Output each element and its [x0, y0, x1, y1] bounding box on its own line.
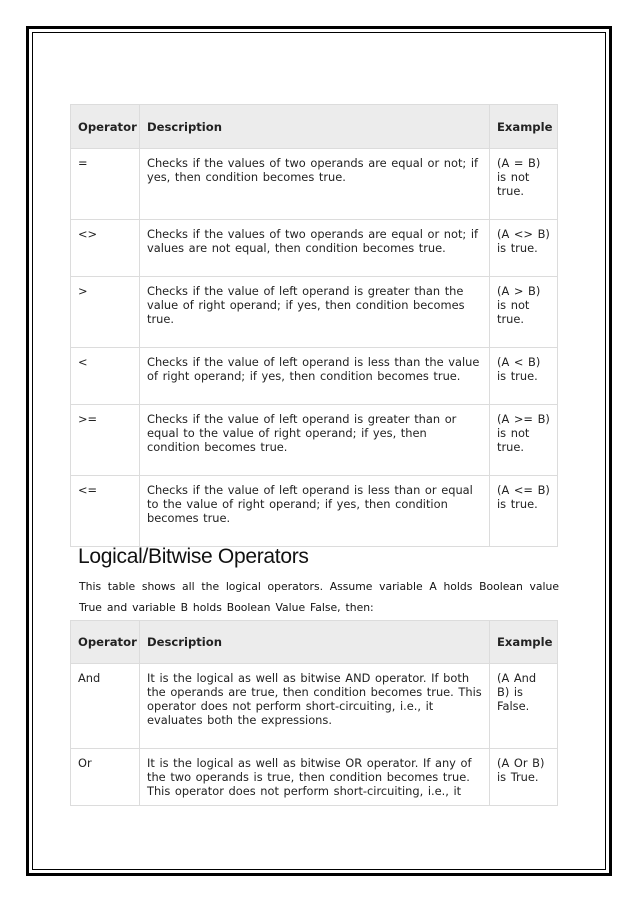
description-cell: It is the logical as well as bitwise OR operator. If any of the two operands is true, then condition becomes true. This operator does not perform short-circuiting, i.e., it — [140, 749, 490, 806]
operator-cell: <= — [71, 476, 140, 547]
example-cell: (A = B) is not true. — [490, 149, 558, 220]
table-row — [71, 664, 558, 749]
logical-operators-table — [70, 620, 558, 806]
example-cell: (A And B) is False. — [490, 664, 558, 749]
header-example: Example — [490, 621, 558, 664]
table-header-row — [71, 621, 558, 664]
table-header-row — [71, 105, 558, 149]
table-row — [71, 476, 558, 547]
table-row — [71, 348, 558, 405]
example-cell: (A >= B) is not true. — [490, 405, 558, 476]
table-row — [71, 277, 558, 348]
header-description: Description — [140, 621, 490, 664]
operator-cell: >= — [71, 405, 140, 476]
example-cell: (A > B) is not true. — [490, 277, 558, 348]
operator-cell: Or — [71, 749, 140, 806]
example-cell: (A <> B) is true. — [490, 220, 558, 277]
description-cell: Checks if the values of two operands are equal or not; if values are not equal, then condition becomes true. — [140, 220, 490, 277]
table-row — [71, 220, 558, 277]
table-row — [71, 149, 558, 220]
example-cell: (A < B) is true. — [490, 348, 558, 405]
description-cell: Checks if the value of left operand is greater than the value of right operand; if yes, then condition becomes true. — [140, 277, 490, 348]
example-cell: (A Or B) is True. — [490, 749, 558, 806]
section-heading: Logical/Bitwise Operators — [78, 545, 309, 568]
description-cell: It is the logical as well as bitwise AND operator. If both the operands are true, then condition becomes true. This operator does not perform short-circuiting, i.e., it evaluates both the expressions. — [140, 664, 490, 749]
header-operator: Operator — [71, 621, 140, 664]
operator-cell: And — [71, 664, 140, 749]
section-intro: This table shows all the logical operators. Assume variable A holds Boolean value True and variable B holds Boolean Value False, then: — [79, 580, 559, 614]
operator-cell: < — [71, 348, 140, 405]
header-operator: Operator — [71, 105, 140, 149]
comparison-operators-table — [70, 104, 558, 547]
header-example: Example — [490, 105, 558, 149]
example-cell: (A <= B) is true. — [490, 476, 558, 547]
description-cell: Checks if the value of left operand is less than or equal to the value of right operand; if yes, then condition becomes true. — [140, 476, 490, 547]
header-description: Description — [140, 105, 490, 149]
table-row — [71, 405, 558, 476]
description-cell: Checks if the values of two operands are equal or not; if yes, then condition becomes true. — [140, 149, 490, 220]
operator-cell: = — [71, 149, 140, 220]
operator-cell: > — [71, 277, 140, 348]
description-cell: Checks if the value of left operand is greater than or equal to the value of right operand; if yes, then condition becomes true. — [140, 405, 490, 476]
table-row — [71, 749, 558, 806]
operator-cell: <> — [71, 220, 140, 277]
description-cell: Checks if the value of left operand is less than the value of right operand; if yes, then condition becomes true. — [140, 348, 490, 405]
